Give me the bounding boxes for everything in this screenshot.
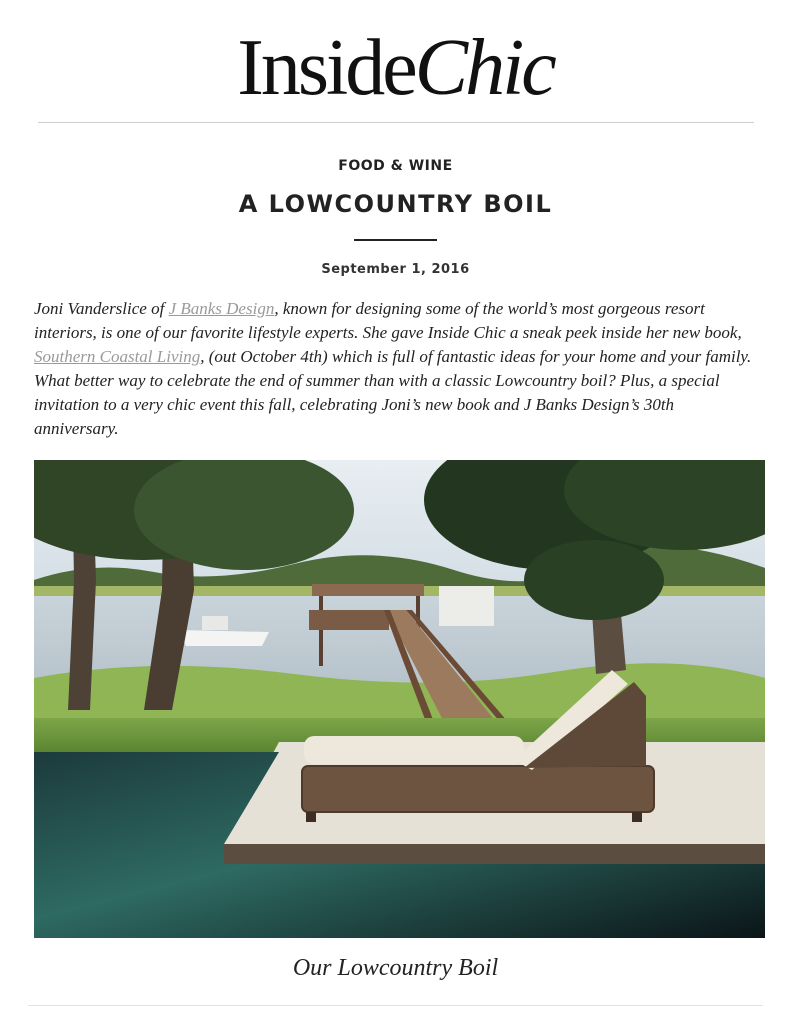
hero-photo-illustration [34,460,765,938]
title-divider [354,239,437,241]
hero-image [34,460,765,938]
intro-text-1: Joni Vanderslice of [34,299,169,318]
header-divider [38,122,754,123]
image-caption: Our Lowcountry Boil [292,955,499,981]
logo-inside-text: Inside [237,24,415,112]
site-logo[interactable] [0,24,791,112]
article-category[interactable]: FOOD & WINE [338,158,453,174]
j-banks-design-link[interactable]: J Banks Design [168,299,275,318]
logo-chic-text: Chic [414,24,554,112]
intro-text-2: , known for designing some of the world’s most gorgeous resort interiors, is one of our favorite lifestyle experts. She gave Inside Chic a sneak peek inside her new book, [34,299,742,342]
article-intro [34,297,758,441]
intro-text-3: , (out October 4th) which is full of fantastic ideas for your home and your family. What better way to celebrate the end of summer than with a classic Lowcountry boil? Plus, a special invitation to a very chic event this fall, celebrating Joni’s new book and J Banks Design’s 30th anniversary. [34,347,752,438]
article-date: September 1, 2016 [321,262,470,277]
southern-coastal-living-link[interactable]: Southern Coastal Living [34,347,201,366]
footer-divider [28,1005,763,1006]
article-title: A LOWCOUNTRY BOIL [238,190,553,218]
